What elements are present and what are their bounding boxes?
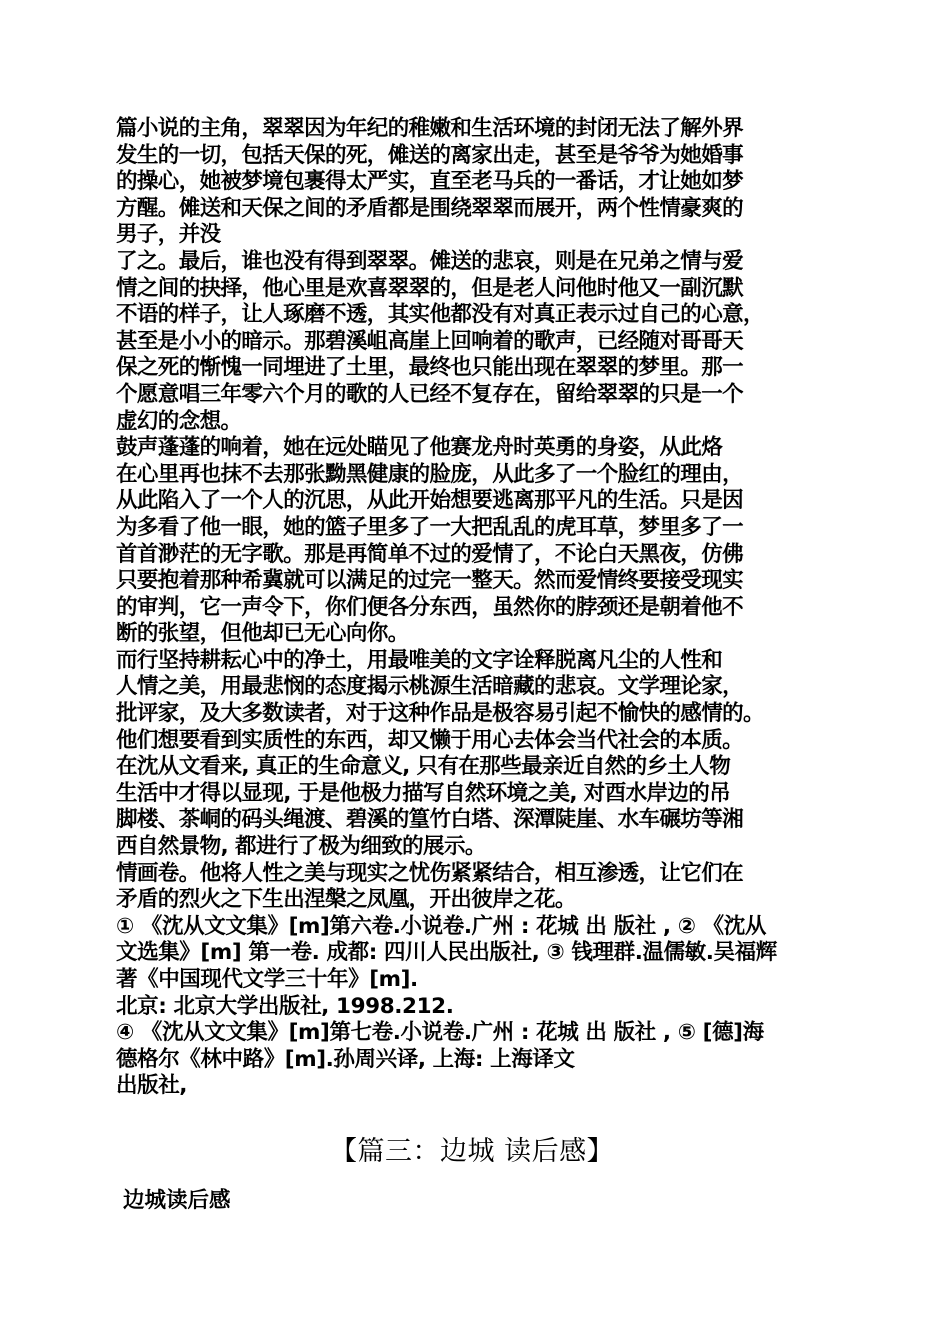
text-line: 男子，并没 [116,222,221,248]
reference-line: ④ 《沈从文文集》[m]第七卷.小说卷.广州 : 花城 出 版社 , ⑤ [德]海 [116,1020,764,1046]
text-line: 情画卷。他将人性之美与现实之忧伤紧紧结合，相互渗透，让它们在 [116,860,744,886]
text-line: 批评家，及大多数读者，对于这种作品是极容易引起不愉快的感情的。 [116,701,764,727]
text-line: 发生的一切，包括天保的死，傩送的离家出走，甚至是爷爷为她婚事 [116,142,744,168]
text-line: 的审判，它一声令下，你们便各分东西，虽然你的脖颈还是朝着他不 [116,594,744,620]
text-line: 方醒。傩送和天保之间的矛盾都是围绕翠翠而展开，两个性情豪爽的 [116,195,744,221]
text-line: 西自然景物, 都进行了极为细致的展示。 [116,834,486,860]
body-text [116,116,846,1100]
reference-line: 北京: 北京大学出版社, 1998.212. [116,993,454,1019]
text-line: 在心里再也抹不去那张黝黑健康的脸庞，从此多了一个脸红的理由， [116,461,744,487]
text-line: 鼓声蓬蓬的响着，她在远处瞄见了他赛龙舟时英勇的身姿，从此烙 [116,435,723,461]
text-line: 为多看了他一眼，她的篮子里多了一大把乱乱的虎耳草，梦里多了一 [116,514,744,540]
text-line: 人情之美，用最悲悯的态度揭示桃源生活暗藏的悲哀。文学理论家， [116,674,744,700]
text-line: 从此陷入了一个人的沉思，从此开始想要逃离那平凡的生活。只是因 [116,488,744,514]
reference-line: ① 《沈从文文集》[m]第六卷.小说卷.广州 : 花城 出 版社 , ② 《沈从 [116,913,766,939]
reference-line: 出版社, [116,1073,188,1099]
text-line: 的操心，她被梦境包裹得太严实，直至老马兵的一番话，才让她如梦 [116,169,744,195]
text-line: 不语的样子，让人琢磨不透，其实他都没有对真正表示过自己的心意， [116,302,764,328]
section-subheading: 边城读后感 [123,1188,231,1213]
text-line: 断的张望，但他却已无心向你。 [116,621,409,647]
text-line: 矛盾的烈火之下生出涅槃之凤凰，开出彼岸之花。 [116,887,576,913]
text-line: 他们想要看到实质性的东西，却又懒于用心去体会当代社会的本质。 [116,727,744,753]
text-line: 在沈从文看来, 真正的生命意义, 只有在那些最亲近自然的乡土人物 [116,754,731,780]
text-line: 首首渺茫的无字歌。那是再简单不过的爱情了，不论白天黑夜，仿佛 [116,541,744,567]
reference-line: 文选集》[m] 第一卷. 成都: 四川人民出版社, ③ 钱理群.温儒敏.吴福辉 [116,940,777,966]
text-line: 虚幻的念想。 [116,408,242,434]
text-line: 个愿意唱三年零六个月的歌的人已经不复存在，留给翠翠的只是一个 [116,381,744,407]
reference-line: 著《中国现代文学三十年》[m]. [116,967,418,992]
text-line: 脚楼、茶峒的码头绳渡、碧溪的篁竹白塔、深潭陡崖、水车碾坊等湘 [116,807,744,833]
text-line: 保之死的惭愧一同埋进了土里，最终也只能出现在翠翠的梦里。那一 [116,355,744,381]
text-line: 情之间的抉择，他心里是欢喜翠翠的，但是老人问他时他又一副沉默 [116,275,744,301]
section-title: 【篇三：边城 读后感】 [330,1136,615,1167]
text-line: 篇小说的主角，翠翠因为年纪的稚嫩和生活环境的封闭无法了解外界 [116,116,744,141]
text-line: 了之。最后，谁也没有得到翠翠。傩送的悲哀，则是在兄弟之情与爱 [116,248,744,274]
reference-line: 德格尔《林中路》[m].孙周兴译, 上海: 上海译文 [116,1046,575,1072]
text-line: 而行坚持耕耘心中的净土，用最唯美的文字诠释脱离凡尘的人性和 [116,647,723,673]
text-line: 生活中才得以显现, 于是他极力描写自然环境之美, 对酉水岸边的吊 [116,780,731,806]
text-line: 只要抱着那种希冀就可以满足的过完一整天。然而爱情终要接受现实 [116,568,744,594]
text-line: 甚至是小小的暗示。那碧溪岨高崖上回响着的歌声，已经随对哥哥天 [116,328,744,354]
